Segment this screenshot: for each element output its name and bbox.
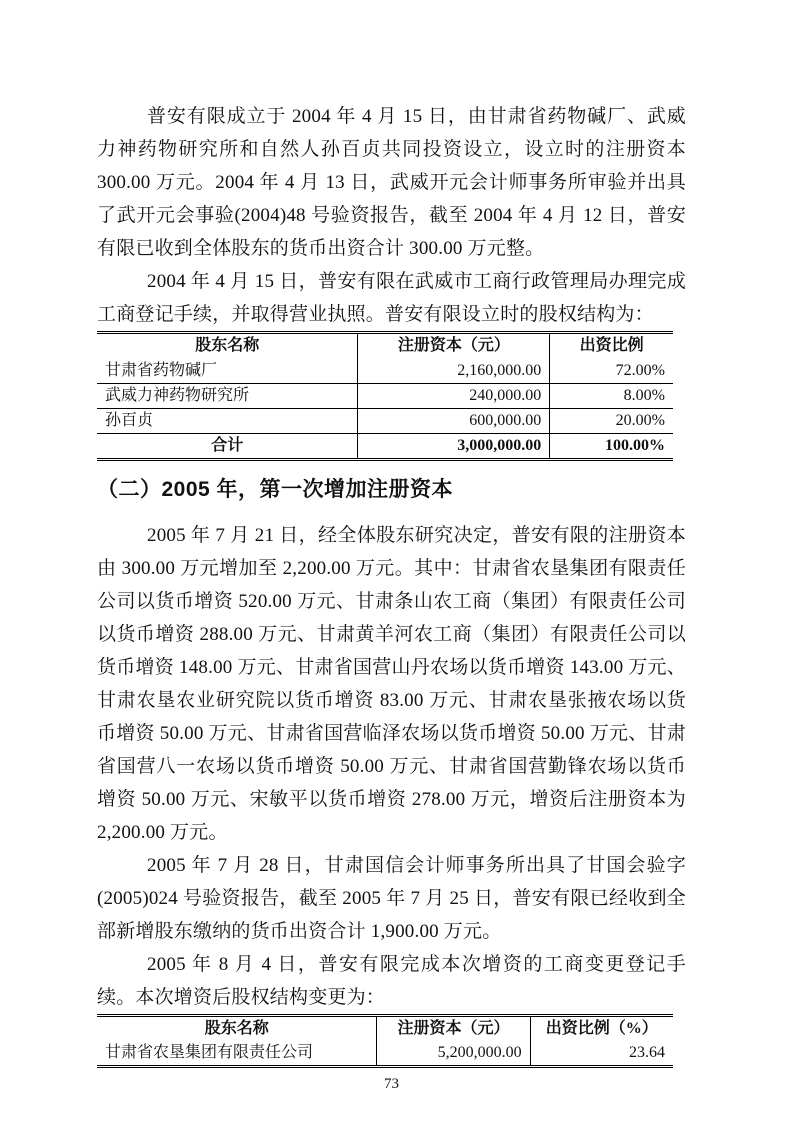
capital-ratio-cell: 72.00%	[550, 359, 673, 384]
table-row	[97, 1041, 673, 1067]
registered-capital-cell: 600,000.00	[358, 408, 550, 433]
table-row	[97, 383, 673, 408]
column-header-capital-ratio-percent: 出资比例（%）	[530, 1015, 673, 1041]
column-header-shareholder-name: 股东名称	[204, 1019, 269, 1037]
total-ratio-cell: 100.00%	[550, 433, 673, 459]
column-header-capital-ratio: 出资比例	[550, 333, 673, 359]
paragraph-registration-change: 2005 年 8 月 4 日，普安有限完成本次增资的工商变更登记手续。本次增资后股权结构变更为：	[97, 953, 686, 1008]
table-total-row	[97, 433, 673, 459]
table-header-row	[97, 1015, 673, 1041]
total-label-cell: 合计	[211, 436, 244, 454]
capital-ratio-cell: 8.00%	[550, 383, 673, 408]
shareholder-name-cell: 武威力神药物研究所	[97, 383, 358, 408]
registered-capital-cell: 2,160,000.00	[358, 359, 550, 384]
page-number: 73	[384, 1076, 399, 1092]
registered-capital-cell: 5,200,000.00	[377, 1041, 530, 1067]
registered-capital-cell: 240,000.00	[358, 383, 550, 408]
shareholder-name-cell: 甘肃省药物碱厂	[97, 359, 358, 384]
table-row	[97, 359, 673, 384]
table-header-row	[97, 333, 673, 359]
table-row	[97, 408, 673, 433]
paragraph-capital-verification: 2005 年 7 月 28 日，甘肃国信会计师事务所出具了甘国会验字(2005)024 号验资报告，截至 2005 年 7 月 25 日，普安有限已经收到全部新增股东缴纳的货币出资合计 1,900.00 万元。	[97, 854, 686, 942]
column-header-registered-capital: 注册资本（元）	[377, 1015, 530, 1041]
table-initial-equity-structure	[97, 331, 673, 461]
shareholder-name-cell: 甘肃省农垦集团有限责任公司	[105, 1044, 314, 1061]
total-capital-cell: 3,000,000.00	[358, 433, 550, 459]
paragraph-company-establishment: 普安有限成立于 2004 年 4 月 15 日，由甘肃省药物碱厂、武威力神药物研究所和自然人孙百贞共同投资设立，设立时的注册资本 300.00 万元。2004 年 4 月 13 日，武威开元会计师事务所审验并出具了武开元会事验(2004)48 号验资报告，截至 2004 年 4 月 12 日，普安有限已收到全体股东的货币出资合计 300.00 万元整。	[97, 106, 686, 259]
paragraph-capital-increase-detail: 2005 年 7 月 21 日，经全体股东研究决定，普安有限的注册资本由 300.00 万元增加至 2,200.00 万元。其中：甘肃省农垦集团有限责任公司以货币增资 520.00 万元、甘肃条山农工商（集团）有限责任公司以货币增资 288.00 万元、甘肃黄羊河农工商（集团）有限责任公司以货币增资 148.00 万元、甘肃省国营山丹农场以货币增资 143.00 万元、甘肃农垦农业研究院以货币增资 83.00 万元、甘肃农垦张掖农场以货币增资 50.00 万元、甘肃省国营临泽农场以货币增资 50.00 万元、甘肃省国营八一农场以货币增资 50.00 万元、甘肃省国营勤锋农场以货币增资 50.00 万元、宋敏平以货币增资 278.00 万元，增资后注册资本为 2,200.00 万元。	[97, 524, 686, 843]
shareholder-name-cell: 孙百贞	[97, 408, 358, 433]
column-header-shareholder-name: 股东名称	[195, 337, 260, 355]
document-page	[97, 100, 686, 1093]
table-post-increase-equity-structure	[97, 1014, 673, 1069]
section-heading-first-capital-increase: （二）2005 年，第一次增加注册资本	[97, 477, 454, 501]
capital-ratio-cell: 23.64	[530, 1041, 673, 1067]
capital-ratio-cell: 20.00%	[550, 408, 673, 433]
paragraph-business-registration: 2004 年 4 月 15 日，普安有限在武威市工商行政管理局办理完成工商登记手续，并取得营业执照。普安有限设立时的股权结构为：	[97, 271, 686, 325]
column-header-registered-capital: 注册资本（元）	[358, 333, 550, 359]
